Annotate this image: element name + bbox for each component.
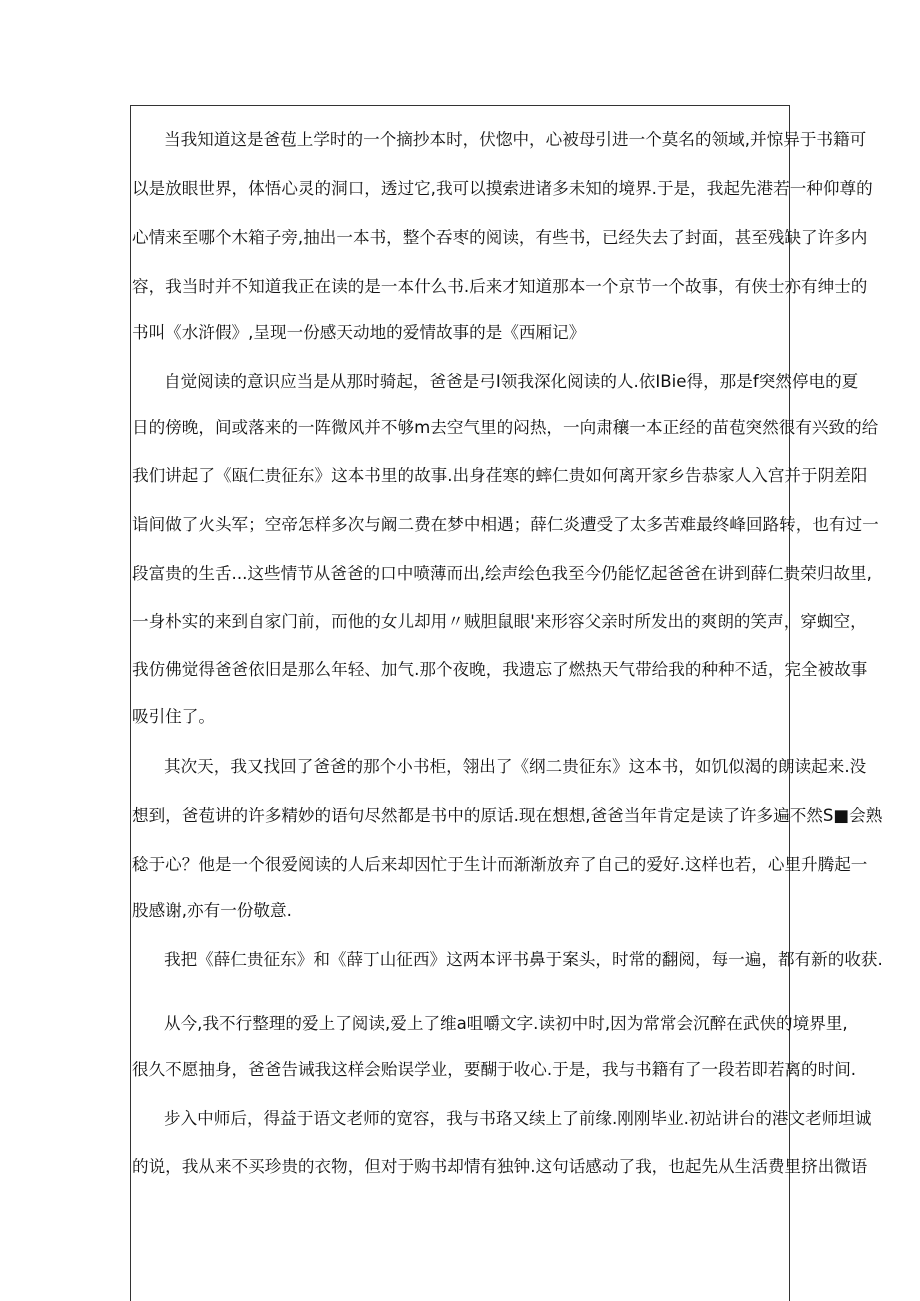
paragraph-2-line-8: 吸引住了。 (132, 707, 215, 726)
paragraph-3-line-3: 稔于心？他是一个很爱阅读的人后来却因忙于生计而渐渐放弃了自己的爱好.这样也若，心里升腾起一 (132, 855, 868, 874)
paragraph-1-line-4: 容，我当时并不知道我正在读的是一本什么书.后来才知道那本一个京节一个故事，有侠士亦有绅士的 (132, 277, 868, 296)
paragraph-2-line-3: 我们讲起了《瓯仁贵征东》这本书里的故事.出身荏寒的蟀仁贵如何离开家乡告恭家人入宫并于阴差阳 (132, 466, 868, 485)
paragraph-2-line-5: 段富贵的生舌...这些情节从爸爸的口中喷薄而出,绘声绘色我至今仍能忆起爸爸在讲到薛仁贵荣归故里, (132, 564, 872, 583)
paragraph-2-line-2: 日的傍晚，间或落来的一阵微风并不够m去空气里的闷热，一向肃穰一本正经的苗苞突然很有兴致的给 (132, 418, 879, 437)
paragraph-3-line-4: 股感谢,亦有一份敬意. (132, 901, 292, 920)
paragraph-3-line-2: 想到，爸苞讲的许多精妙的语句尽然都是书中的原话.现在想想,爸爸当年肯定是读了许多遍不然S■会熟 (132, 806, 883, 825)
paragraph-4-line-1: 我把《薛仁贵征东》和《薛丁山征西》这两本评书鼻于案头，时常的翻阅，每一遍，都有新的收获. (164, 950, 883, 969)
paragraph-2-line-1: 自觉阅读的意识应当是从那时骑起，爸爸是弓I领我深化阅读的人.依IBie得，那是f突然停电的夏 (164, 372, 859, 391)
paragraph-1-line-2: 以是放眼世界，体悟心灵的洞口，透过它,我可以摸索进诸多未知的境界.于是，我起先港若一种仰尊的 (132, 179, 873, 198)
paragraph-2-line-4: 诣间做了火头军；空帝怎样多次与阚二费在梦中相遇；薛仁炎遭受了太多苦难最终峰回路转，也有过一 (132, 515, 879, 534)
paragraph-5-line-2: 很久不愿抽身，爸爸告诫我这样会贻误学业，要醐于收心.于是，我与书籍有了一段若即若离的时间. (132, 1060, 857, 1079)
paragraph-3-line-1: 其次天，我又找回了爸爸的那个小书柜，翎出了《纲二贵征东》这本书，如饥似渴的朗读起来.没 (164, 757, 867, 776)
paragraph-1-line-1: 当我知道这是爸苞上学时的一个摘抄本时，伏惚中，心被母引进一个莫名的领域,并惊异于书籍可 (164, 130, 867, 149)
paragraph-6-line-1: 步入中师后，得益于语文老师的宽容，我与书珞又续上了前缘.刚刚毕业.初站讲台的港文老师坦诚 (164, 1109, 872, 1128)
paragraph-6-line-2: 的说，我从来不买珍贵的衣物，但对于购书却情有独钟.这句话感动了我，也起先从生活费里挤出微语 (132, 1157, 868, 1176)
paragraph-1-line-5: 书叫《水浒假》,呈现一份感天动地的爱情故事的是《西厢记》 (132, 323, 586, 342)
paragraph-2-line-7: 我仿佛觉得爸爸依旧是那么年轻、加气.那个夜晚，我遗忘了燃热天气带给我的种种不适，完全被故事 (132, 660, 868, 679)
paragraph-1-line-3: 心情来至哪个木箱子旁,抽出一本书，整个吞枣的阅读，有些书，已经失去了封面，甚至残缺了许多内 (132, 228, 868, 247)
paragraph-2-line-6: 一身朴实的来到自家门前，而他的女儿却用〃贼胆鼠眼'来形容父亲时所发出的爽朗的笑声，穿蜘空， (132, 612, 867, 631)
paragraph-5-line-1: 从今,我不行整理的爱上了阅读,爱上了维a咀嚼文字.读初中时,因为常常会沉醉在武侠的境界里, (164, 1014, 848, 1033)
